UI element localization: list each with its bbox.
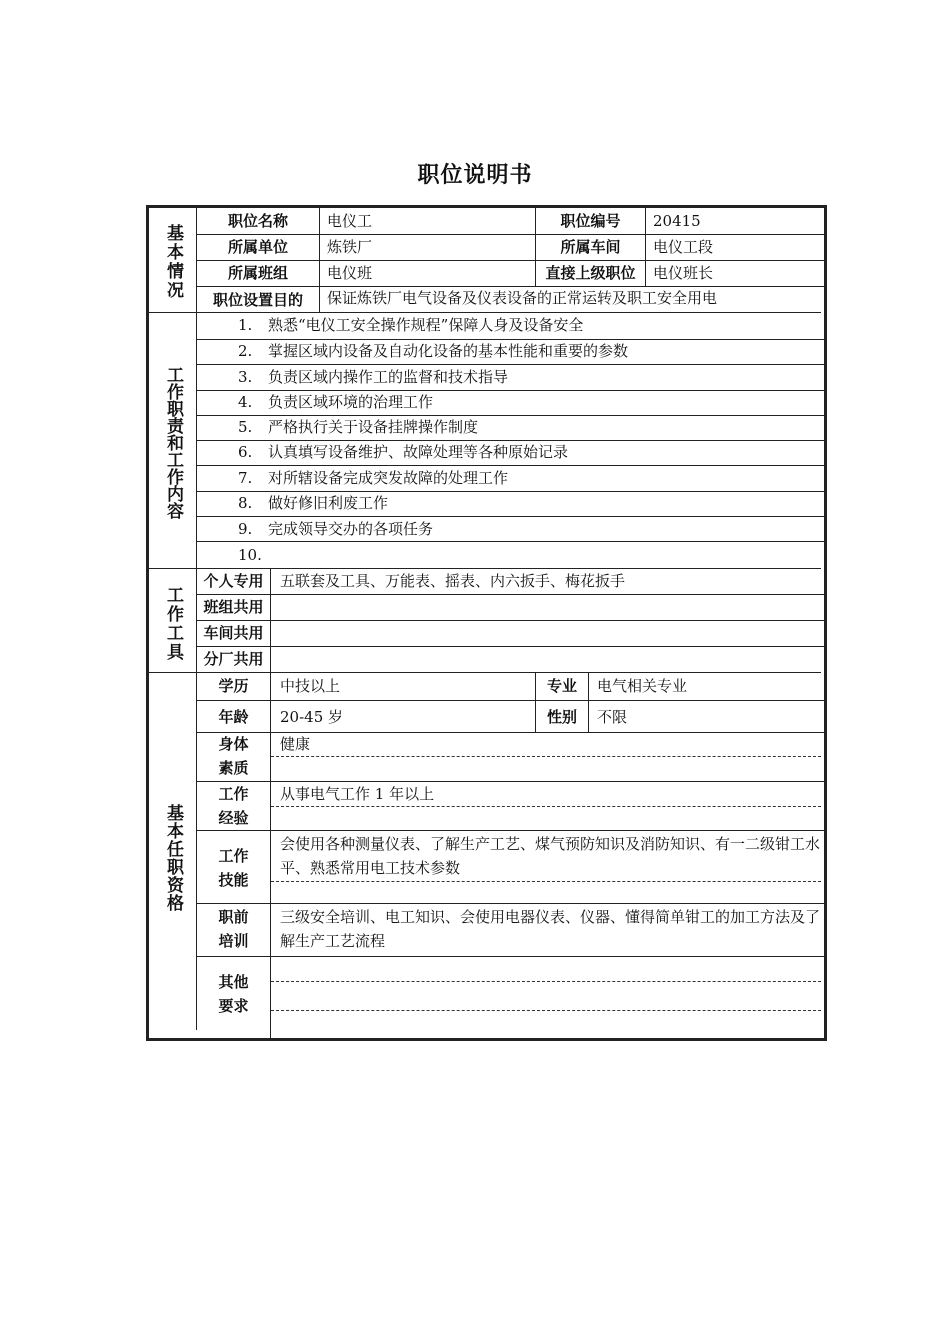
team-value: 电仪班 — [327, 264, 373, 282]
education-value: 中技以上 — [280, 677, 341, 695]
superior-label: 直接上级职位 — [545, 264, 636, 282]
major-label: 专业 — [546, 677, 577, 695]
other-label-line1: 其他 — [218, 973, 249, 991]
gender-value: 不限 — [597, 708, 628, 726]
duty-text: 负责区域环境的治理工作 — [268, 393, 434, 411]
tool-items — [280, 647, 820, 672]
health-value: 健康 — [280, 735, 311, 753]
section-qualifications-label: 基本任职资格 — [163, 804, 183, 912]
skills-value: 会使用各种测量仪表、了解生产工艺、煤气预防知识及消防知识、有一二级钳工水平、熟悉常用电工技术参数 — [280, 835, 820, 877]
duty-text: 负责区域内操作工的监督和技术指导 — [268, 368, 509, 386]
team-label: 所属班组 — [227, 264, 288, 282]
training-label — [197, 905, 270, 953]
superior-value: 电仪班长 — [653, 264, 714, 282]
duty-text — [268, 543, 818, 568]
tool-scope-label: 车间共用 — [203, 624, 264, 642]
training-label-line2: 培训 — [218, 932, 249, 950]
dashed-divider — [271, 981, 821, 982]
tool-scope-label: 班组共用 — [203, 598, 264, 616]
health-label-line1: 身体 — [218, 735, 249, 753]
tool-items: 五联套及工具、万能表、摇表、内六扳手、梅花扳手 — [280, 572, 626, 590]
position-code-value: 20415 — [653, 212, 701, 230]
gender-label: 性别 — [546, 708, 577, 726]
duty-number: 8. — [238, 494, 253, 512]
position-name-label: 职位名称 — [227, 212, 288, 230]
tool-scope-label: 分厂共用 — [203, 650, 264, 668]
experience-label-line2: 经验 — [218, 809, 249, 827]
duty-text: 完成领导交办的各项任务 — [268, 520, 434, 538]
duty-number: 2. — [238, 342, 253, 360]
other-requirements-label — [197, 970, 270, 1018]
duty-number: 1. — [238, 316, 253, 334]
training-label-line1: 职前 — [218, 908, 249, 926]
skills-label-line2: 技能 — [218, 871, 249, 889]
workshop-label: 所属车间 — [560, 238, 621, 256]
dashed-divider — [271, 1010, 821, 1011]
duty-text: 对所辖设备完成突发故障的处理工作 — [268, 469, 509, 487]
duty-text: 做好修旧利废工作 — [268, 494, 389, 512]
unit-value: 炼铁厂 — [327, 238, 373, 256]
section-basic-label: 基本情况 — [163, 224, 183, 300]
skills-label-line1: 工作 — [218, 847, 249, 865]
duty-number: 9. — [238, 520, 253, 538]
experience-value: 从事电气工作 1 年以上 — [280, 785, 435, 803]
section-tools-label: 工作工具 — [163, 586, 183, 662]
duty-text: 认真填写设备维护、故障处理等各种原始记录 — [268, 443, 569, 461]
duty-text: 熟悉“电仪工安全操作规程”保障人身及设备安全 — [268, 316, 584, 334]
education-label: 学历 — [218, 677, 249, 695]
tool-items — [280, 621, 820, 646]
skills-label — [197, 844, 270, 892]
duty-number: 5. — [238, 418, 253, 436]
tool-scope-label: 个人专用 — [203, 572, 264, 590]
duty-number: 10. — [238, 546, 262, 564]
section-duties-label: 工作职责和工作内容 — [163, 365, 183, 519]
training-value: 三级安全培训、电工知识、会使用电器仪表、仪器、懂得简单钳工的加工方法及了解生产工艺流程 — [280, 908, 820, 950]
other-requirements-value — [280, 958, 820, 982]
major-value: 电气相关专业 — [597, 677, 688, 695]
unit-label: 所属单位 — [227, 238, 288, 256]
purpose-label: 职位设置目的 — [212, 291, 303, 309]
experience-label — [197, 782, 270, 830]
duty-number: 3. — [238, 368, 253, 386]
duty-number: 6. — [238, 443, 253, 461]
age-value: 20-45 岁 — [280, 708, 344, 726]
health-label-line2: 素质 — [218, 759, 249, 777]
dashed-divider — [271, 806, 821, 807]
duty-number: 7. — [238, 469, 253, 487]
position-code-label: 职位编号 — [560, 212, 621, 230]
other-label-line2: 要求 — [218, 997, 249, 1015]
dashed-divider — [271, 881, 821, 882]
duty-text: 严格执行关于设备挂牌操作制度 — [268, 418, 479, 436]
tool-items — [280, 595, 820, 620]
experience-label-line1: 工作 — [218, 785, 249, 803]
purpose-value: 保证炼铁厂电气设备及仪表设备的正常运转及职工安全用电 — [327, 289, 718, 307]
workshop-value: 电仪工段 — [653, 238, 714, 256]
page-title: 职位说明书 — [417, 163, 533, 188]
duty-text: 掌握区域内设备及自动化设备的基本性能和重要的参数 — [268, 342, 629, 360]
health-label — [197, 732, 270, 781]
duty-number: 4. — [238, 393, 253, 411]
age-label: 年龄 — [218, 708, 249, 726]
dashed-divider — [271, 756, 821, 757]
position-name-value: 电仪工 — [327, 212, 373, 230]
